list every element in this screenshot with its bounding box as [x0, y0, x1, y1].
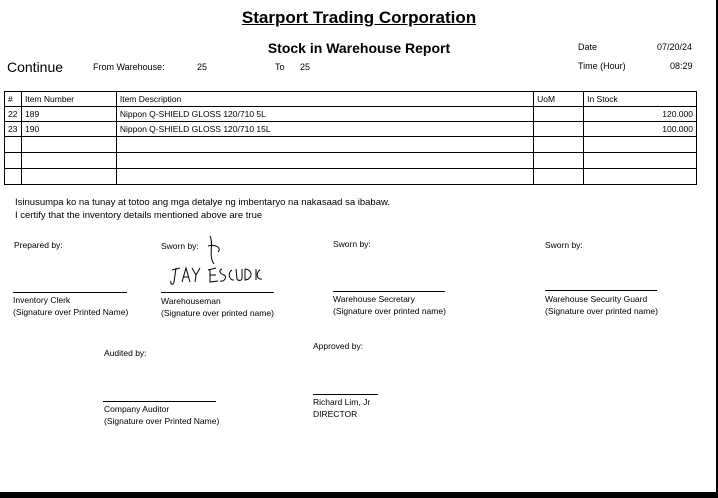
col-header-item-number: Item Number [21, 92, 116, 107]
signature-line-director [313, 394, 378, 395]
certification-english: I certify that the inventory details mentioned above are true [15, 210, 263, 221]
row-description: Nippon Q-SHIELD GLOSS 120/710 15L [116, 122, 533, 137]
table-row [5, 107, 697, 122]
table-row [5, 122, 697, 137]
signature-line-auditor [103, 401, 216, 402]
report-title: Stock in Warehouse Report [267, 40, 451, 56]
table-header-row [5, 92, 697, 107]
col-header-in-stock: In Stock [584, 92, 697, 107]
time-label: Time (Hour) [578, 61, 626, 71]
certification-filipino: Isinusumpa ko na tunay at totoo ang mga detalye ng imbentaryo na nakasaad sa ibabaw. [15, 197, 390, 208]
table-row-empty [5, 137, 697, 153]
company-name: Starport Trading Corporation [241, 8, 477, 27]
row-no: 23 [5, 122, 22, 137]
table-row-empty [5, 153, 697, 169]
warehouseman-title: Warehouseman (Signature over printed name) [161, 296, 274, 318]
signature-line-warehouseman [161, 292, 274, 293]
prepared-by-label: Prepared by: [14, 240, 63, 250]
warehouse-secretary-title: Warehouse Secretary (Signature over printed name) [333, 294, 446, 316]
row-uom [534, 122, 584, 137]
signature-line-clerk [13, 292, 127, 293]
row-no: 22 [5, 107, 22, 122]
handwritten-signature [170, 234, 265, 289]
signature-line-guard [545, 290, 657, 291]
stock-table [4, 91, 697, 185]
signature-line-secretary [333, 291, 445, 292]
warehouse-guard-title: Warehouse Security Guard (Signature over printed name) [545, 294, 658, 316]
row-item-number: 189 [21, 107, 116, 122]
audited-by-label: Audited by: [104, 348, 147, 358]
sworn-by-label-2: Sworn by: [333, 239, 371, 249]
from-warehouse-value: 25 [197, 62, 208, 72]
col-header-no: # [5, 92, 22, 107]
approved-by-label: Approved by: [313, 341, 364, 351]
row-item-number: 190 [21, 122, 116, 137]
sworn-by-label-1: Sworn by: [161, 241, 199, 251]
time-value: 08:29 [670, 61, 693, 71]
page-bottom-bar [0, 492, 718, 498]
table-row-empty [5, 169, 697, 185]
row-description: Nippon Q-SHIELD GLOSS 120/710 5L [116, 107, 533, 122]
from-warehouse-label: From Warehouse: [93, 62, 165, 72]
date-label: Date [578, 42, 598, 52]
date-value: 07/20/24 [657, 42, 693, 52]
inventory-clerk-title: Inventory Clerk (Signature over Printed Name) [13, 295, 129, 317]
row-in-stock: 120.000 [584, 107, 697, 122]
col-header-uom: UoM [534, 92, 584, 107]
col-header-description: Item Description [116, 92, 533, 107]
row-uom [534, 107, 584, 122]
director-title: Richard Lim, Jr DIRECTOR [313, 397, 371, 419]
company-auditor-title: Company Auditor (Signature over Printed Name) [104, 404, 220, 426]
sworn-by-label-3: Sworn by: [545, 240, 583, 250]
to-label: To [275, 62, 285, 72]
to-value: 25 [300, 62, 311, 72]
continue-label[interactable]: Continue [7, 59, 64, 75]
row-in-stock: 100.000 [584, 122, 697, 137]
